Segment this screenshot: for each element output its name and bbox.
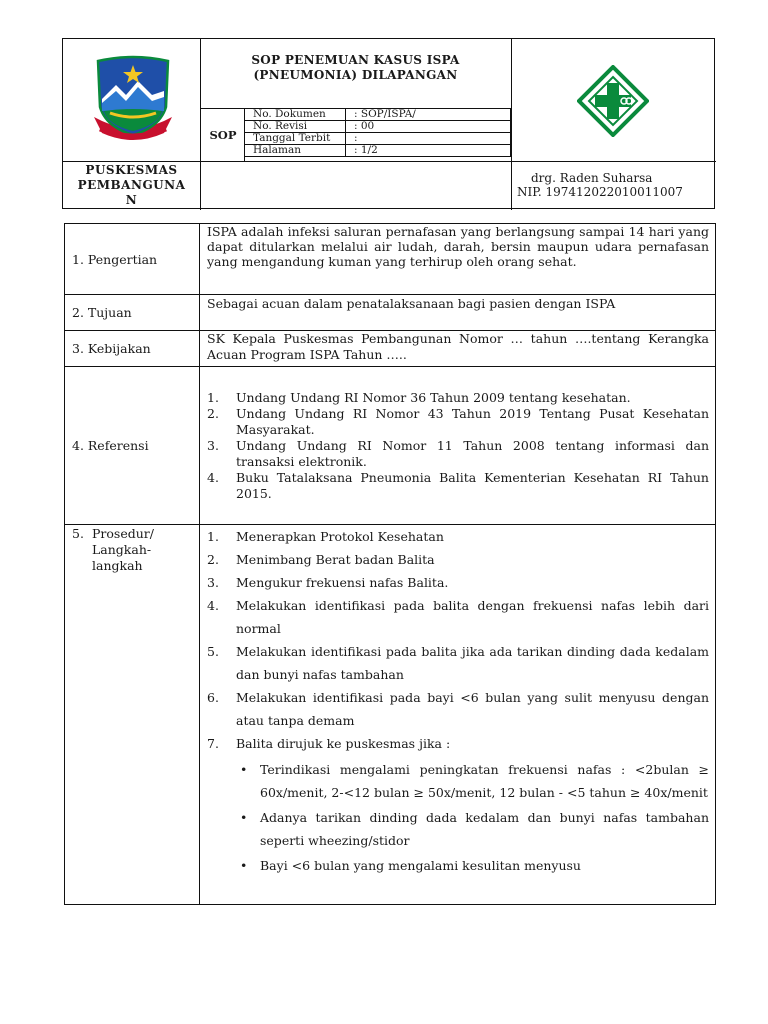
list-item	[207, 686, 709, 732]
list-item	[207, 438, 709, 470]
procedure-steps	[207, 525, 709, 877]
referral-criteria-list	[236, 758, 709, 877]
header-divider	[511, 39, 512, 210]
bullet-item	[236, 806, 709, 852]
meta-row	[245, 133, 511, 145]
list-number: 2.	[207, 552, 219, 567]
list-item	[207, 548, 709, 571]
meta-value: : SOP/ISPA/	[346, 109, 511, 121]
bullet-item	[236, 758, 709, 804]
regency-crest-logo	[90, 55, 176, 147]
list-number: 1.	[207, 529, 219, 544]
label-line: Prosedur/	[92, 526, 154, 541]
list-text: Buku Tatalaksana Pneumonia Balita Kementerian Kesehatan RI Tahun 2015.	[236, 469, 709, 501]
list-number: 3.	[207, 437, 219, 453]
section-text: SK Kepala Puskesmas Pembangunan Nomor … tahun ….tentang Kerangka Acuan Program ISPA Tahun …..	[200, 331, 716, 367]
list-number: 4.	[207, 469, 219, 485]
list-item	[207, 406, 709, 438]
section-row	[65, 295, 716, 331]
list-item	[207, 594, 709, 640]
list-item	[207, 571, 709, 594]
section-content	[200, 525, 716, 905]
meta-row	[245, 145, 511, 157]
meta-key: Tanggal Terbit	[245, 133, 346, 145]
list-item	[207, 525, 709, 548]
signer-nip: NIP. 197412022010011007	[517, 185, 683, 199]
list-text: Melakukan identifikasi pada balita dengan frekuensi nafas lebih dari normal	[236, 598, 709, 636]
section-row	[65, 224, 716, 295]
section-label: 1. Pengertian	[65, 224, 200, 295]
list-number: 2.	[207, 405, 219, 421]
list-text: Melakukan identifikasi pada balita jika ada tarikan dinding dada kedalam dan bunyi nafas tambahan	[236, 644, 709, 682]
sop-content-table	[64, 223, 716, 905]
header-divider	[63, 161, 200, 162]
list-text: Melakukan identifikasi pada bayi <6 bulan yang sulit menyusu dengan atau tanpa demam	[236, 690, 709, 728]
list-text: Menerapkan Protokol Kesehatan	[236, 529, 444, 544]
section-content	[200, 367, 716, 525]
list-text: Menimbang Berat badan Balita	[236, 552, 435, 567]
list-number: 3.	[207, 575, 219, 590]
list-item	[207, 390, 709, 406]
org-line: N	[125, 193, 138, 207]
signature-block	[517, 171, 683, 199]
reference-list	[207, 390, 709, 502]
section-text: ISPA adalah infeksi saluran pernafasan yang berlangsung sampai 14 hari yang dapat ditularkan melalui air ludah, darah, bersin maupun udara pernafasan yang mengandung kuman yang terhirup oleh orang sehat.	[200, 224, 716, 295]
document-meta-table	[244, 108, 511, 157]
bullet-item	[236, 854, 709, 877]
list-text: Undang Undang RI Nomor 11 Tahun 2008 tentang informasi dan transaksi elektronik.	[236, 437, 709, 469]
header-divider	[200, 161, 511, 162]
sop-label: SOP	[209, 128, 237, 142]
list-text: Undang Undang RI Nomor 36 Tahun 2009 tentang kesehatan.	[236, 389, 631, 405]
section-row	[65, 525, 716, 905]
meta-row	[245, 109, 511, 121]
list-item	[207, 640, 709, 686]
label-line: langkah	[92, 558, 143, 573]
list-item	[207, 470, 709, 502]
organization-name	[63, 163, 200, 208]
signer-name: drg. Raden Suharsa	[531, 171, 653, 185]
label-block	[72, 526, 199, 574]
label-number: 5.	[72, 526, 84, 541]
meta-row	[245, 121, 511, 133]
list-text: Undang Undang RI Nomor 43 Tahun 2019 Tentang Pusat Kesehatan Masyarakat.	[236, 405, 709, 437]
section-label	[65, 525, 200, 905]
section-row	[65, 331, 716, 367]
meta-key: No. Revisi	[245, 121, 346, 133]
section-label: 2. Tujuan	[65, 295, 200, 331]
header-divider	[511, 161, 716, 162]
section-label: 3. Kebijakan	[65, 331, 200, 367]
list-text: Balita dirujuk ke puskesmas jika :	[236, 736, 451, 751]
meta-key: No. Dokumen	[245, 109, 346, 121]
list-text: Mengukur frekuensi nafas Balita.	[236, 575, 449, 590]
list-number: 7.	[207, 736, 219, 751]
list-number: 5.	[207, 644, 219, 659]
list-number: 1.	[207, 389, 219, 405]
meta-value: :	[346, 133, 511, 145]
list-item	[207, 732, 709, 877]
section-label: 4. Referensi	[65, 367, 200, 525]
puskesmas-logo	[577, 65, 649, 137]
list-number: 6.	[207, 690, 219, 705]
meta-key: Halaman	[245, 145, 346, 157]
meta-value: : 00	[346, 121, 511, 133]
section-row	[65, 367, 716, 525]
title-line: SOP PENEMUAN KASUS ISPA	[251, 53, 460, 67]
org-line: PEMBANGUNA	[77, 178, 186, 192]
bullet-text: Bayi <6 bulan yang mengalami kesulitan menyusu	[260, 858, 581, 873]
title-line: (PNEUMONIA) DILAPANGAN	[253, 68, 458, 82]
list-number: 4.	[207, 598, 219, 613]
bullet-text: Terindikasi mengalami peningkatan frekuensi nafas : <2bulan ≥ 60x/menit, 2-<12 bulan ≥ 50x/menit, 12 bulan - <5 tahun ≥ 40x/menit	[260, 762, 709, 800]
org-line: PUSKESMAS	[85, 163, 178, 177]
document-title	[200, 53, 511, 83]
section-text: Sebagai acuan dalam penatalaksanaan bagi pasien dengan ISPA	[200, 295, 716, 331]
document-header	[62, 38, 715, 209]
bullet-text: Adanya tarikan dinding dada kedalam dan bunyi nafas tambahan seperti wheezing/stidor	[260, 810, 709, 848]
label-line: Langkah-	[92, 542, 152, 557]
meta-value: : 1/2	[346, 145, 511, 157]
